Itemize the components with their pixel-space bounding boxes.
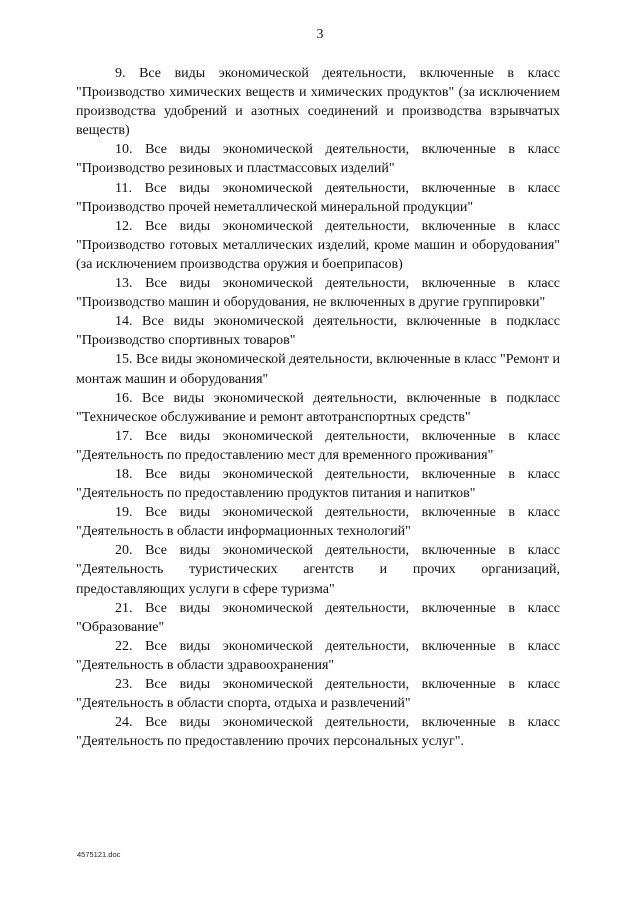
list-item-24: 24. Все виды экономической деятельности, включенные в класс "Деятельность по предоставлению прочих персональных услуг".: [76, 715, 560, 750]
list-item-10: 10. Все виды экономической деятельности, включенные в класс "Производство резиновых и пластмассовых изделий": [76, 142, 560, 177]
list-item-12: 12. Все виды экономической деятельности, включенные в класс "Производство готовых металлических изделий, кроме машин и оборудования" (за исключением производства оружия и боеприпасов): [76, 218, 560, 272]
page-number: 3: [316, 27, 324, 42]
document-body: [76, 64, 560, 751]
list-item-15: 15. Все виды экономической деятельности, включенные в класс "Ремонт и монтаж машин и оборудования": [76, 352, 561, 387]
list-item-19: 19. Все виды экономической деятельности, включенные в класс "Деятельность в области информационных технологий": [76, 505, 560, 540]
list-item-22: 22. Все виды экономической деятельности, включенные в класс "Деятельность в области здравоохранения": [76, 638, 560, 673]
document-filename: 4575121.doc: [77, 850, 121, 859]
list-item-14: 14. Все виды экономической деятельности, включенные в подкласс "Производство спортивных товаров": [76, 314, 560, 349]
list-item-23: 23. Все виды экономической деятельности, включенные в класс "Деятельность в области спорта, отдыха и развлечений": [76, 677, 560, 712]
list-item-13: 13. Все виды экономической деятельности, включенные в класс "Производство машин и оборудования, не включенных в другие группировки": [76, 276, 560, 311]
list-item-9: 9. Все виды экономической деятельности, включенные в класс "Производство химических веществ и химических продуктов" (за исключением производства удобрений и азотных соединений и производства взрывчатых веществ): [76, 66, 560, 139]
list-item-18: 18. Все виды экономической деятельности, включенные в класс "Деятельность по предоставлению продуктов питания и напитков": [76, 466, 560, 502]
list-item-17: 17. Все виды экономической деятельности, включенные в класс "Деятельность по предоставлению мест для временного проживания": [76, 428, 560, 463]
list-item-11: 11. Все виды экономической деятельности, включенные в класс "Производство прочей неметаллической минеральной продукции": [76, 180, 560, 215]
list-item-20: 20. Все виды экономической деятельности, включенные в класс "Деятельность туристических агентств и прочих организаций, предоставляющих услуги в сфере туризма": [76, 543, 560, 597]
list-item-21: 21. Все виды экономической деятельности, включенные в класс "Образование": [76, 600, 560, 635]
list-item-16: 16. Все виды экономической деятельности, включенные в подкласс "Техническое обслуживание и ремонт автотранспортных средств": [76, 390, 560, 425]
